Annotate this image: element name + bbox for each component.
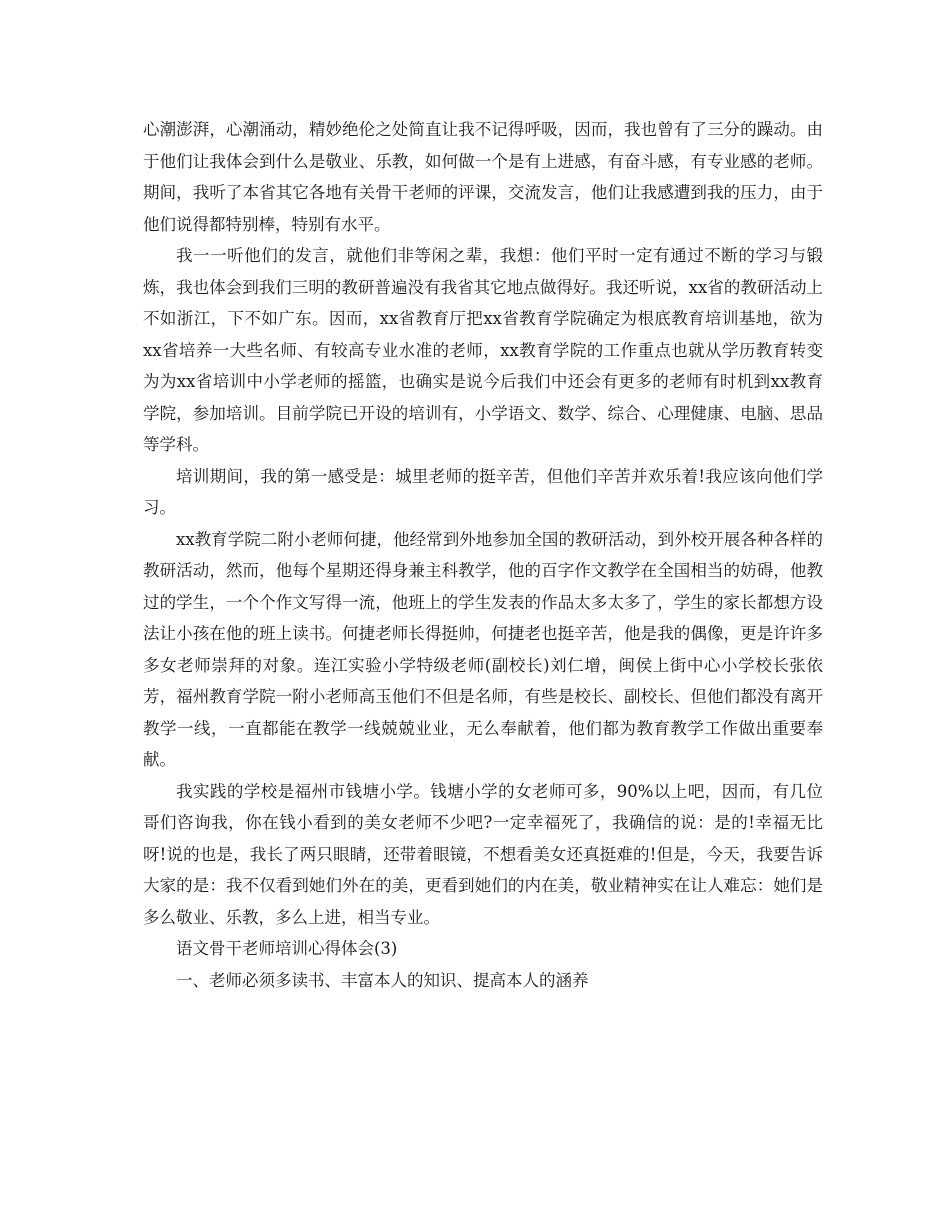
document-page — [143, 114, 823, 996]
paragraph-5: 我实践的学校是福州市钱塘小学。钱塘小学的女老师可多，90%以上吧，因而，有几位哥们咨询我，你在钱小看到的美女老师不少吧?一定幸福死了，我确信的说：是的!幸福无比呀!说的也是，我长了两只眼睛，还带着眼镜，不想看美女还真挺难的!但是，今天，我要告诉大家的是：我不仅看到她们外在的美，更看到她们的内在美，敬业精神实在让人难忘：她们是多么敬业、乐教，多么上进，相当专业。 — [143, 781, 823, 927]
section-title: 语文骨干老师培训心得体会(3) — [176, 939, 398, 958]
paragraph-1: 心潮澎湃，心潮涌动，精妙绝伦之处简直让我不记得呼吸，因而，我也曾有了三分的躁动。由于他们让我体会到什么是敬业、乐教，如何做一个是有上进感，有奋斗感，有专业感的老师。期间，我听了本省其它各地有关骨干老师的评课，交流发言，他们让我感遭到我的压力，由于他们说得都特别棒，特别有水平。 — [143, 120, 823, 234]
paragraph-2: 我一一听他们的发言，就他们非等闲之辈，我想：他们平时一定有通过不断的学习与锻炼，我也体会到我们三明的教研普遍没有我省其它地点做得好。我还听说，xx省的教研活动上不如浙江，下不如广东。因而，xx省教育厅把xx省教育学院确定为根底教育培训基地，欲为xx省培养一大些名师、有较高专业水准的老师，xx教育学院的工作重点也就从学历教育转变为为xx省培训中小学老师的摇篮，也确实是说今后我们中还会有更多的老师有时机到xx教育学院，参加培训。目前学院已开设的培训有，小学语文、数学、综合、心理健康、电脑、思品等学科。 — [143, 246, 823, 454]
section-heading: 一、老师必须多读书、丰富本人的知识、提高本人的涵养 — [176, 970, 589, 990]
paragraph-4: xx教育学院二附小老师何捷，他经常到外地参加全国的教研活动，到外校开展各种各样的教研活动，然而，他每个星期还得身兼主科教学，他的百字作文教学在全国相当的妨碍，他教过的学生，一个个作文写得一流，他班上的学生发表的作品太多太多了，学生的家长都想方设法让小孩在他的班上读书。何捷老师长得挺帅，何捷老也挺辛苦，他是我的偶像，更是许许多多女老师崇拜的对象。连江实验小学特级老师(副校长)刘仁增，闽侯上街中心小学校长张依芳，福州教育学院一附小老师高玉他们不但是名师，有些是校长、副校长、但他们都没有离开教学一线，一直都能在教学一线兢兢业业，无么奉献着，他们都为教育教学工作做出重要奉献。 — [143, 529, 823, 769]
paragraph-3: 培训期间，我的第一感受是：城里老师的挺辛苦，但他们辛苦并欢乐着!我应该向他们学习。 — [143, 466, 823, 517]
